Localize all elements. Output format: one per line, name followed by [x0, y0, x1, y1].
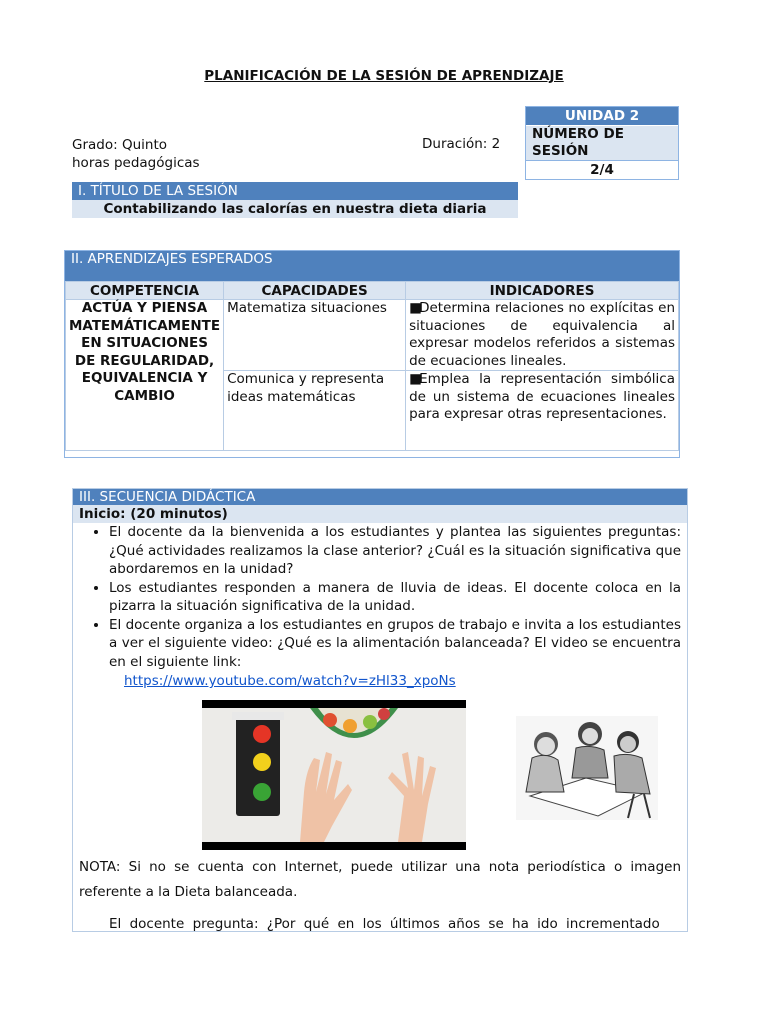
grado-block	[72, 136, 200, 172]
competencia-cell	[66, 300, 224, 451]
horas-text: horas pedagógicas	[72, 155, 200, 171]
capacidad-text: Comunica y representa ideas matemáticas	[227, 371, 385, 405]
list-item: • Los estudiantes responden a manera de lluvia de ideas. El docente coloca en la pizarra la situación significativa de la unidad.	[109, 579, 687, 616]
competencia-text: ACTÚA Y PIENSA MATEMÁTICAMENTE EN SITUACIONES DE REGULARIDAD, EQUIVALENCIA Y CAMBIO	[69, 300, 221, 404]
indicador-cell	[406, 371, 679, 451]
capacidad-cell	[224, 371, 406, 451]
video-thumbnail-image[interactable]	[202, 700, 466, 850]
section-aprendizajes	[64, 250, 680, 458]
indicador-text: Determina relaciones no explícitas en situaciones de equivalencia al expresar modelos referidos a sistemas de ecuaciones lineales.	[409, 300, 675, 369]
inicio-label: Inicio: (20 minutos)	[73, 505, 687, 523]
col-competencia: COMPETENCIA	[66, 282, 224, 300]
col-capacidades: CAPACIDADES	[224, 282, 406, 300]
video-link[interactable]: https://www.youtube.com/watch?v=zHl33_xpoNs	[124, 673, 456, 689]
numero-sesion-label: NÚMERO DE SESIÓN	[526, 125, 678, 160]
unidad-box	[525, 106, 679, 180]
page-title: PLANIFICACIÓN DE LA SESIÓN DE APRENDIZAJE	[204, 68, 564, 84]
section-secuencia-heading: III. SECUENCIA DIDÁCTICA	[73, 489, 687, 505]
indicador-cell	[406, 300, 679, 371]
section-titulo	[72, 182, 518, 218]
grado-text: Grado: Quinto	[72, 137, 167, 153]
list-item: • El docente organiza a los estudiantes en grupos de trabajo e invita a los estudiantes a ver el siguiente video: ¿Qué es la alimentación balanceada? El video se encuentra en el siguiente link:	[109, 616, 687, 672]
col-indicadores: INDICADORES	[406, 282, 679, 300]
indicador-text: Emplea la representación simbólica de un sistema de ecuaciones lineales para expresar otras representaciones.	[409, 371, 675, 422]
list-item: • El docente pregunta: ¿Por qué en los últimos años se ha ido incrementado	[109, 915, 687, 934]
square-bullet-icon: ■	[409, 371, 422, 387]
capacidad-cell	[224, 300, 406, 371]
numero-sesion-value: 2/4	[526, 160, 678, 179]
secuencia-list	[73, 523, 687, 671]
duracion-text: Duración: 2	[422, 136, 501, 152]
capacidad-text: Matematiza situaciones	[227, 300, 387, 316]
nota-text: NOTA: Si no se cuenta con Internet, puede utilizar una nota periodística o imagen referente a la Dieta balanceada.	[79, 859, 681, 900]
square-bullet-icon: ■	[409, 300, 422, 316]
secuencia-list-2	[73, 915, 687, 934]
section-aprendizajes-heading: II. APRENDIZAJES ESPERADOS	[65, 251, 679, 281]
session-title: Contabilizando las calorías en nuestra dieta diaria	[72, 200, 518, 218]
unidad-label: UNIDAD 2	[526, 107, 678, 125]
children-illustration-image	[516, 716, 658, 820]
aprendizajes-table	[65, 281, 679, 451]
section-titulo-heading: I. TÍTULO DE LA SESIÓN	[72, 182, 518, 200]
list-item: • El docente da la bienvenida a los estudiantes y plantea las siguientes preguntas: ¿Qué actividades realizamos la clase anterior? ¿Cuál es la situación significativa que abordaremos en la unidad?	[109, 523, 687, 579]
